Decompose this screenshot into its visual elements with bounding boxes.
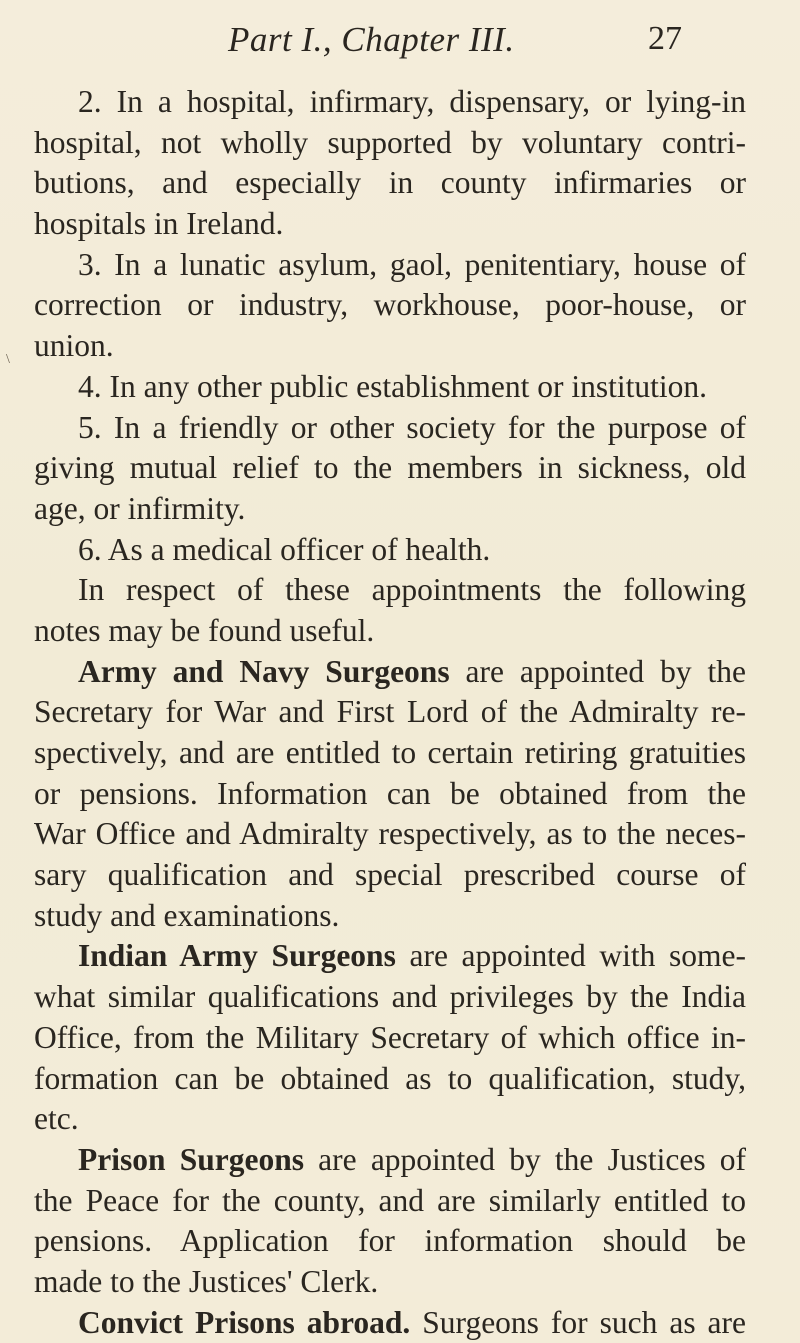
text-line: Secretary for War and First Lord of the Admiralty re- — [34, 694, 746, 730]
text-line: sary qualification and special prescribed course of — [34, 857, 746, 893]
text-line: Office, from the Military Secretary of which office in- — [34, 1019, 746, 1055]
text-line: 5. In a friendly or other society for the purpose of — [78, 409, 746, 445]
text-line: what similar qualifications and privileges by the India — [34, 979, 746, 1015]
text-line: butions, and especially in county infirmaries or — [34, 165, 746, 201]
text-line: the Peace for the county, and are similarly entitled to — [34, 1182, 746, 1218]
bold-heading: Prison Surgeons — [78, 1141, 304, 1177]
text-line: pensions. Application for information should be — [34, 1223, 746, 1259]
bold-heading: Convict Prisons abroad. — [78, 1304, 411, 1340]
text-line: hospitals in Ireland. — [34, 206, 284, 242]
text-line: Prison Surgeons are appointed by the Justices of — [78, 1141, 747, 1177]
text-line: formation can be obtained as to qualification, study, — [34, 1060, 746, 1096]
text-line: or pensions. Information can be obtained from the — [34, 775, 746, 811]
page-number: 27 — [648, 20, 682, 57]
text-line: 3. In a lunatic asylum, gaol, penitentiary, house of — [78, 246, 746, 282]
text-line: In respect of these appointments the following — [78, 572, 746, 608]
bold-heading: Indian Army Surgeons — [78, 938, 396, 974]
text-line: hospital, not wholly supported by voluntary contri- — [34, 124, 746, 160]
text-line: etc. — [34, 1101, 79, 1137]
text-line: Army and Navy Surgeons are appointed by the — [78, 653, 746, 689]
text-line: 2. In a hospital, infirmary, dispensary, or lying-in — [78, 84, 746, 119]
text-line: age, or infirmity. — [34, 490, 246, 526]
text-line: made to the Justices' Clerk. — [34, 1263, 379, 1299]
text-line: War Office and Admiralty respectively, as to the neces- — [34, 816, 746, 852]
margin-mark: \ — [6, 352, 10, 367]
text-line: notes may be found useful. — [34, 612, 375, 648]
text-line: union. — [34, 328, 114, 364]
page-body — [34, 82, 746, 1343]
running-header — [0, 14, 800, 64]
text-line: giving mutual relief to the members in sickness, old — [34, 450, 746, 486]
text-line: 6. As a medical officer of health. — [78, 531, 491, 567]
text-line: study and examinations. — [34, 897, 340, 933]
text-line: correction or industry, workhouse, poor-house, or — [34, 287, 746, 323]
bold-heading: Army and Navy Surgeons — [78, 653, 450, 689]
running-title: Part I., Chapter III. — [228, 20, 515, 59]
text-line: Indian Army Surgeons are appointed with some- — [78, 938, 747, 974]
text-line: spectively, and are entitled to certain retiring gratuities — [34, 735, 746, 770]
text-line: 4. In any other public establishment or institution. — [78, 368, 708, 404]
text-line: Convict Prisons abroad. Surgeons for such as are — [78, 1304, 746, 1340]
